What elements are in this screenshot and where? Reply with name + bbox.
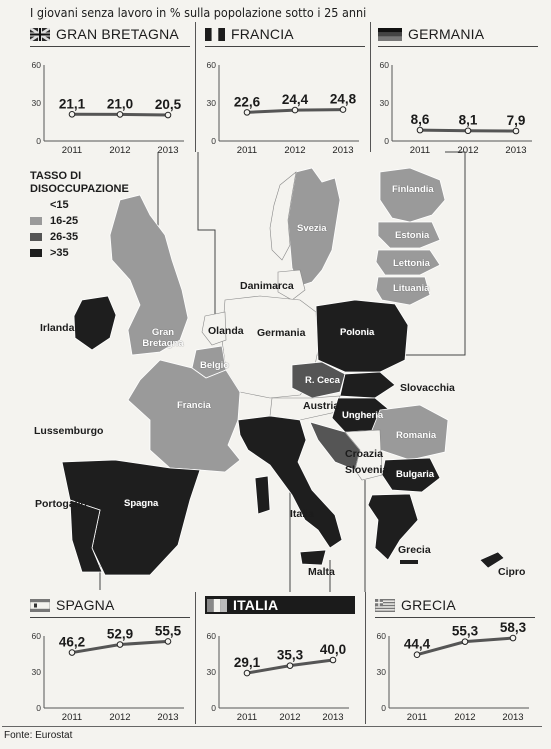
map-label: Slovenia xyxy=(345,464,389,476)
footer-rule xyxy=(2,726,542,727)
source-note: Fonte: Eurostat xyxy=(4,730,73,741)
country-name: SPAGNA xyxy=(56,597,115,613)
greece-flag-icon xyxy=(375,599,395,612)
y-tick-label: 60 xyxy=(206,60,216,70)
region-finlandia xyxy=(380,168,445,222)
map-label: Irlanda xyxy=(40,322,75,334)
map-label: Estonia xyxy=(395,230,430,241)
map-label: Polonia xyxy=(340,327,375,338)
map-label: Grecia xyxy=(398,544,431,556)
x-tick-label: 2013 xyxy=(502,712,524,723)
data-point xyxy=(414,652,420,658)
data-point xyxy=(69,650,75,656)
map-label: Romania xyxy=(396,430,437,441)
map-label: Svezia xyxy=(297,223,327,234)
x-tick-label: 2013 xyxy=(157,145,179,156)
data-point xyxy=(330,657,336,663)
y-tick-label: 60 xyxy=(31,60,41,70)
data-label: 52,9 xyxy=(106,626,134,642)
x-tick-label: 2011 xyxy=(61,712,83,723)
y-tick-label: 60 xyxy=(206,631,216,641)
map-label: Gran Bretagna xyxy=(142,327,184,349)
x-tick-label: 2011 xyxy=(236,712,258,723)
x-tick-label: 2013 xyxy=(505,145,527,156)
y-tick-label: 30 xyxy=(31,98,41,108)
panel-grecia xyxy=(375,596,535,724)
line-chart-italia xyxy=(205,618,355,724)
data-label: 21,0 xyxy=(106,96,134,112)
x-tick-label: 2012 xyxy=(284,145,306,156)
x-tick-label: 2012 xyxy=(454,712,476,723)
region-creta xyxy=(400,560,418,564)
x-tick-label: 2011 xyxy=(236,145,258,156)
spain-flag-icon xyxy=(30,599,50,612)
y-tick-label: 0 xyxy=(384,136,389,146)
region-slovacchia xyxy=(340,372,395,398)
panel-title xyxy=(205,596,355,614)
x-tick-label: 2011 xyxy=(409,145,431,156)
data-point xyxy=(462,639,468,645)
y-tick-label: 30 xyxy=(206,667,216,677)
x-tick-label: 2013 xyxy=(332,145,354,156)
x-tick-label: 2012 xyxy=(457,145,479,156)
country-name: GRECIA xyxy=(401,597,456,613)
y-tick-label: 0 xyxy=(211,136,216,146)
y-tick-label: 30 xyxy=(379,98,389,108)
page-title: I giovani senza lavoro in % sulla popolazione sotto i 25 anni xyxy=(30,5,367,20)
map-label: R. Ceca xyxy=(305,375,340,386)
data-point xyxy=(244,670,250,676)
panel-divider xyxy=(365,592,366,724)
region-sicilia xyxy=(300,550,326,565)
map-label: Francia xyxy=(177,400,211,411)
x-tick-label: 2013 xyxy=(157,712,179,723)
legend-label: 16-25 xyxy=(50,214,79,227)
map-label: Portogallo xyxy=(35,498,87,510)
map-label: Ungheria xyxy=(342,410,384,421)
x-tick-label: 2011 xyxy=(406,712,428,723)
map-label: Croazia xyxy=(345,448,383,460)
region-francia xyxy=(128,360,240,472)
data-label: 24,8 xyxy=(329,91,357,107)
y-tick-label: 60 xyxy=(379,60,389,70)
panel-spagna xyxy=(30,596,190,724)
map-label: Germania xyxy=(257,327,306,339)
map-label: Lituania xyxy=(393,283,430,294)
map-label: Spagna xyxy=(124,498,159,509)
panel-divider xyxy=(195,592,196,724)
legend-label: >35 xyxy=(50,246,69,259)
map-label: Cipro xyxy=(498,566,526,578)
country-name: FRANCIA xyxy=(231,26,294,42)
data-point xyxy=(117,642,123,648)
data-label: 46,2 xyxy=(58,634,86,650)
map-label: Malta xyxy=(308,566,335,578)
data-label: 35,3 xyxy=(276,647,304,663)
line-chart-spagna xyxy=(30,618,190,724)
x-tick-label: 2011 xyxy=(61,145,83,156)
data-label: 8,1 xyxy=(458,112,478,128)
map-label: Lussemburgo xyxy=(34,425,104,437)
panel-title xyxy=(375,596,456,614)
legend-label: 26-35 xyxy=(50,230,79,243)
x-tick-label: 2013 xyxy=(322,712,344,723)
y-tick-label: 0 xyxy=(36,136,41,146)
y-tick-label: 60 xyxy=(376,631,386,641)
data-label: 8,6 xyxy=(410,112,430,128)
y-tick-label: 30 xyxy=(31,667,41,677)
data-point xyxy=(510,635,516,641)
region-sardegna xyxy=(255,476,270,514)
y-tick-label: 30 xyxy=(206,98,216,108)
panel-title xyxy=(30,596,115,614)
data-label: 40,0 xyxy=(319,642,347,657)
data-label: 29,1 xyxy=(233,655,261,671)
region-irlanda xyxy=(74,296,116,350)
italy-flag-icon xyxy=(207,599,227,612)
data-point xyxy=(165,639,171,645)
country-name: GRAN BRETAGNA xyxy=(56,26,179,42)
y-tick-label: 0 xyxy=(36,703,41,713)
map-label: Bulgaria xyxy=(396,469,435,480)
data-label: 55,3 xyxy=(451,623,479,639)
x-tick-label: 2012 xyxy=(109,712,131,723)
line-chart-grecia xyxy=(375,618,535,724)
data-label: 58,3 xyxy=(499,620,527,636)
x-tick-label: 2012 xyxy=(109,145,131,156)
map-label: Danimarca xyxy=(240,280,294,292)
y-tick-label: 60 xyxy=(31,631,41,641)
data-label: 24,4 xyxy=(281,92,309,108)
data-label: 55,5 xyxy=(154,623,182,639)
y-tick-label: 0 xyxy=(381,703,386,713)
map-label: Austria xyxy=(303,400,340,412)
data-label: 22,6 xyxy=(233,94,261,110)
panel-italia xyxy=(205,596,355,724)
legend-label: <15 xyxy=(50,198,69,211)
map-label: Olanda xyxy=(208,325,244,337)
country-name: ITALIA xyxy=(233,597,279,613)
data-point xyxy=(287,663,293,669)
y-tick-label: 30 xyxy=(376,667,386,677)
data-label: 44,4 xyxy=(403,636,431,652)
data-label: 7,9 xyxy=(506,112,526,128)
map-label: Lettonia xyxy=(393,258,430,269)
data-label: 21,1 xyxy=(58,96,86,112)
map-label: Italia xyxy=(290,508,314,520)
map-label: Finlandia xyxy=(392,184,434,195)
data-label: 20,5 xyxy=(154,97,182,113)
map-label: Slovacchia xyxy=(400,382,455,394)
map-label: Belgio xyxy=(200,360,230,371)
legend-title: TASSO DI DISOCCUPAZIONE xyxy=(30,170,129,195)
country-name: GERMANIA xyxy=(408,26,485,42)
y-tick-label: 0 xyxy=(211,703,216,713)
x-tick-label: 2012 xyxy=(279,712,301,723)
